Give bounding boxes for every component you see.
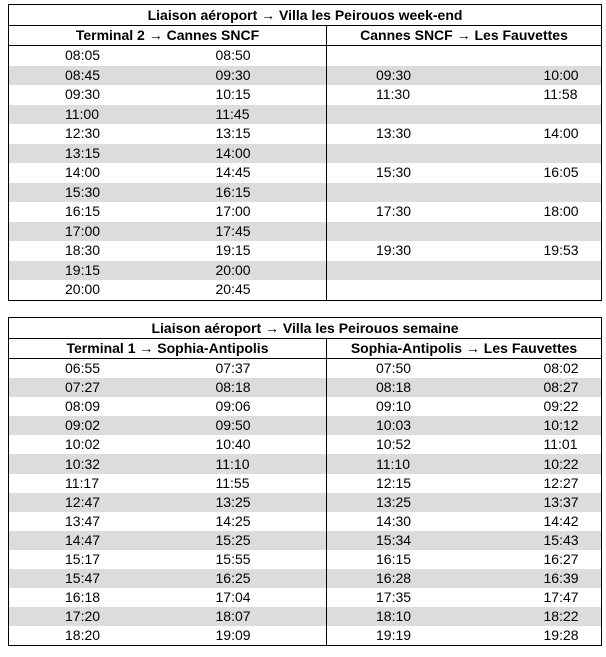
- table-row: [9, 607, 602, 626]
- weekend-right-header: Cannes SNCF → Les Fauvettes: [327, 26, 602, 46]
- right-arrival-time: 19:28: [470, 626, 602, 646]
- table-row: [9, 202, 602, 222]
- table-row: [9, 512, 602, 531]
- left-arrival-time: 10:40: [167, 435, 327, 454]
- left-departure-time: 16:15: [9, 202, 167, 222]
- right-departure-time: 16:15: [327, 550, 470, 569]
- table-row: [9, 454, 602, 473]
- left-arrival-time: 13:15: [167, 124, 327, 144]
- table-row: [9, 378, 602, 397]
- semaine-rows: [9, 359, 602, 646]
- left-arrival-time: 17:04: [167, 588, 327, 607]
- right-departure-time: 14:30: [327, 512, 470, 531]
- right-arrival-time: 09:22: [470, 397, 602, 416]
- left-arrival-time: 15:55: [167, 550, 327, 569]
- semaine-right-header: Sophia-Antipolis → Les Fauvettes: [327, 339, 602, 359]
- right-departure-time: 17:30: [327, 202, 470, 222]
- left-arrival-time: 17:45: [167, 222, 327, 242]
- table-row: [9, 222, 602, 242]
- left-departure-time: 14:47: [9, 531, 167, 550]
- left-departure-time: 17:00: [9, 222, 167, 242]
- left-departure-time: 11:17: [9, 474, 167, 493]
- left-departure-time: 09:02: [9, 416, 167, 435]
- left-arrival-time: 19:15: [167, 241, 327, 261]
- left-departure-time: 12:47: [9, 493, 167, 512]
- table-row: [9, 261, 602, 281]
- right-arrival-time: 14:00: [470, 124, 602, 144]
- right-arrival-time: 18:22: [470, 607, 602, 626]
- table-row: [9, 588, 602, 607]
- right-departure-time: [327, 183, 470, 203]
- right-arrival-time: 17:47: [470, 588, 602, 607]
- table-row: [9, 66, 602, 86]
- table-row: [9, 124, 602, 144]
- right-departure-time: 15:34: [327, 531, 470, 550]
- left-arrival-time: 17:00: [167, 202, 327, 222]
- left-departure-time: 08:09: [9, 397, 167, 416]
- right-arrival-time: [470, 261, 602, 281]
- left-departure-time: 13:47: [9, 512, 167, 531]
- left-arrival-time: 20:00: [167, 261, 327, 281]
- table-row: [9, 144, 602, 164]
- left-arrival-time: 11:45: [167, 105, 327, 125]
- table-row: [9, 569, 602, 588]
- left-departure-time: 11:00: [9, 105, 167, 125]
- right-arrival-time: [470, 144, 602, 164]
- right-arrival-time: 10:12: [470, 416, 602, 435]
- right-arrival-time: 10:00: [470, 66, 602, 86]
- left-arrival-time: 08:18: [167, 378, 327, 397]
- weekend-title: Liaison aéroport → Villa les Peirouos week-end: [9, 5, 602, 26]
- right-arrival-time: 12:27: [470, 474, 602, 493]
- right-departure-time: 10:52: [327, 435, 470, 454]
- left-arrival-time: 11:55: [167, 474, 327, 493]
- left-departure-time: 15:30: [9, 183, 167, 203]
- semaine-left-header: Terminal 1 → Sophia-Antipolis: [9, 339, 327, 359]
- right-arrival-time: 19:53: [470, 241, 602, 261]
- left-arrival-time: 07:37: [167, 359, 327, 379]
- semaine-timetable: [8, 317, 602, 646]
- table-row: [9, 397, 602, 416]
- right-arrival-time: 14:42: [470, 512, 602, 531]
- left-departure-time: 18:20: [9, 626, 167, 646]
- right-departure-time: 13:30: [327, 124, 470, 144]
- right-arrival-time: 08:02: [470, 359, 602, 379]
- right-departure-time: 08:18: [327, 378, 470, 397]
- left-departure-time: 14:00: [9, 163, 167, 183]
- table-row: [9, 474, 602, 493]
- left-arrival-time: 09:50: [167, 416, 327, 435]
- right-departure-time: 12:15: [327, 474, 470, 493]
- table-row: [9, 550, 602, 569]
- table-row: [9, 105, 602, 125]
- right-arrival-time: 10:22: [470, 454, 602, 473]
- left-departure-time: 20:00: [9, 280, 167, 300]
- semaine-title-row: [9, 318, 602, 339]
- right-arrival-time: 16:05: [470, 163, 602, 183]
- table-row: [9, 626, 602, 646]
- left-departure-time: 08:45: [9, 66, 167, 86]
- right-arrival-time: 16:27: [470, 550, 602, 569]
- right-arrival-time: 11:01: [470, 435, 602, 454]
- right-departure-time: [327, 280, 470, 300]
- right-arrival-time: 15:43: [470, 531, 602, 550]
- right-arrival-time: [470, 222, 602, 242]
- right-departure-time: 17:35: [327, 588, 470, 607]
- table-row: [9, 359, 602, 379]
- left-arrival-time: 09:06: [167, 397, 327, 416]
- table-row: [9, 46, 602, 66]
- left-arrival-time: 18:07: [167, 607, 327, 626]
- left-departure-time: 16:18: [9, 588, 167, 607]
- table-row: [9, 163, 602, 183]
- weekend-header-row: [9, 26, 602, 46]
- table-row: [9, 85, 602, 105]
- table-row: [9, 416, 602, 435]
- table-row: [9, 531, 602, 550]
- right-departure-time: [327, 144, 470, 164]
- right-arrival-time: 16:39: [470, 569, 602, 588]
- table-row: [9, 241, 602, 261]
- left-departure-time: 18:30: [9, 241, 167, 261]
- left-arrival-time: 16:15: [167, 183, 327, 203]
- right-departure-time: [327, 46, 470, 66]
- right-departure-time: [327, 222, 470, 242]
- right-departure-time: 16:28: [327, 569, 470, 588]
- left-departure-time: 07:27: [9, 378, 167, 397]
- weekend-rows: [9, 46, 602, 301]
- left-arrival-time: 14:00: [167, 144, 327, 164]
- right-departure-time: 11:30: [327, 85, 470, 105]
- table-row: [9, 280, 602, 300]
- right-arrival-time: [470, 280, 602, 300]
- left-departure-time: 06:55: [9, 359, 167, 379]
- right-arrival-time: [470, 183, 602, 203]
- weekend-left-header: Terminal 2 → Cannes SNCF: [9, 26, 327, 46]
- weekend-timetable: [8, 4, 602, 301]
- right-departure-time: 18:10: [327, 607, 470, 626]
- left-arrival-time: 14:45: [167, 163, 327, 183]
- right-departure-time: 15:30: [327, 163, 470, 183]
- right-departure-time: 19:30: [327, 241, 470, 261]
- left-arrival-time: 08:50: [167, 46, 327, 66]
- left-departure-time: 17:20: [9, 607, 167, 626]
- left-departure-time: 09:30: [9, 85, 167, 105]
- right-arrival-time: 18:00: [470, 202, 602, 222]
- left-departure-time: 10:02: [9, 435, 167, 454]
- table-row: [9, 183, 602, 203]
- right-departure-time: [327, 261, 470, 281]
- right-departure-time: 13:25: [327, 493, 470, 512]
- left-arrival-time: 09:30: [167, 66, 327, 86]
- table-row: [9, 435, 602, 454]
- left-departure-time: 13:15: [9, 144, 167, 164]
- left-departure-time: 10:32: [9, 454, 167, 473]
- table-row: [9, 493, 602, 512]
- left-arrival-time: 10:15: [167, 85, 327, 105]
- right-departure-time: 07:50: [327, 359, 470, 379]
- right-departure-time: 11:10: [327, 454, 470, 473]
- right-arrival-time: 11:58: [470, 85, 602, 105]
- left-departure-time: 19:15: [9, 261, 167, 281]
- right-arrival-time: [470, 105, 602, 125]
- semaine-header-row: [9, 339, 602, 359]
- left-departure-time: 15:17: [9, 550, 167, 569]
- right-departure-time: [327, 105, 470, 125]
- right-departure-time: 09:30: [327, 66, 470, 86]
- left-departure-time: 12:30: [9, 124, 167, 144]
- right-departure-time: 09:10: [327, 397, 470, 416]
- left-arrival-time: 14:25: [167, 512, 327, 531]
- left-departure-time: 08:05: [9, 46, 167, 66]
- left-arrival-time: 20:45: [167, 280, 327, 300]
- right-arrival-time: [470, 46, 602, 66]
- semaine-title: Liaison aéroport → Villa les Peirouos semaine: [9, 318, 602, 339]
- right-departure-time: 19:19: [327, 626, 470, 646]
- left-arrival-time: 11:10: [167, 454, 327, 473]
- right-arrival-time: 08:27: [470, 378, 602, 397]
- left-arrival-time: 16:25: [167, 569, 327, 588]
- left-arrival-time: 19:09: [167, 626, 327, 646]
- left-arrival-time: 15:25: [167, 531, 327, 550]
- left-departure-time: 15:47: [9, 569, 167, 588]
- left-arrival-time: 13:25: [167, 493, 327, 512]
- weekend-title-row: [9, 5, 602, 26]
- right-arrival-time: 13:37: [470, 493, 602, 512]
- right-departure-time: 10:03: [327, 416, 470, 435]
